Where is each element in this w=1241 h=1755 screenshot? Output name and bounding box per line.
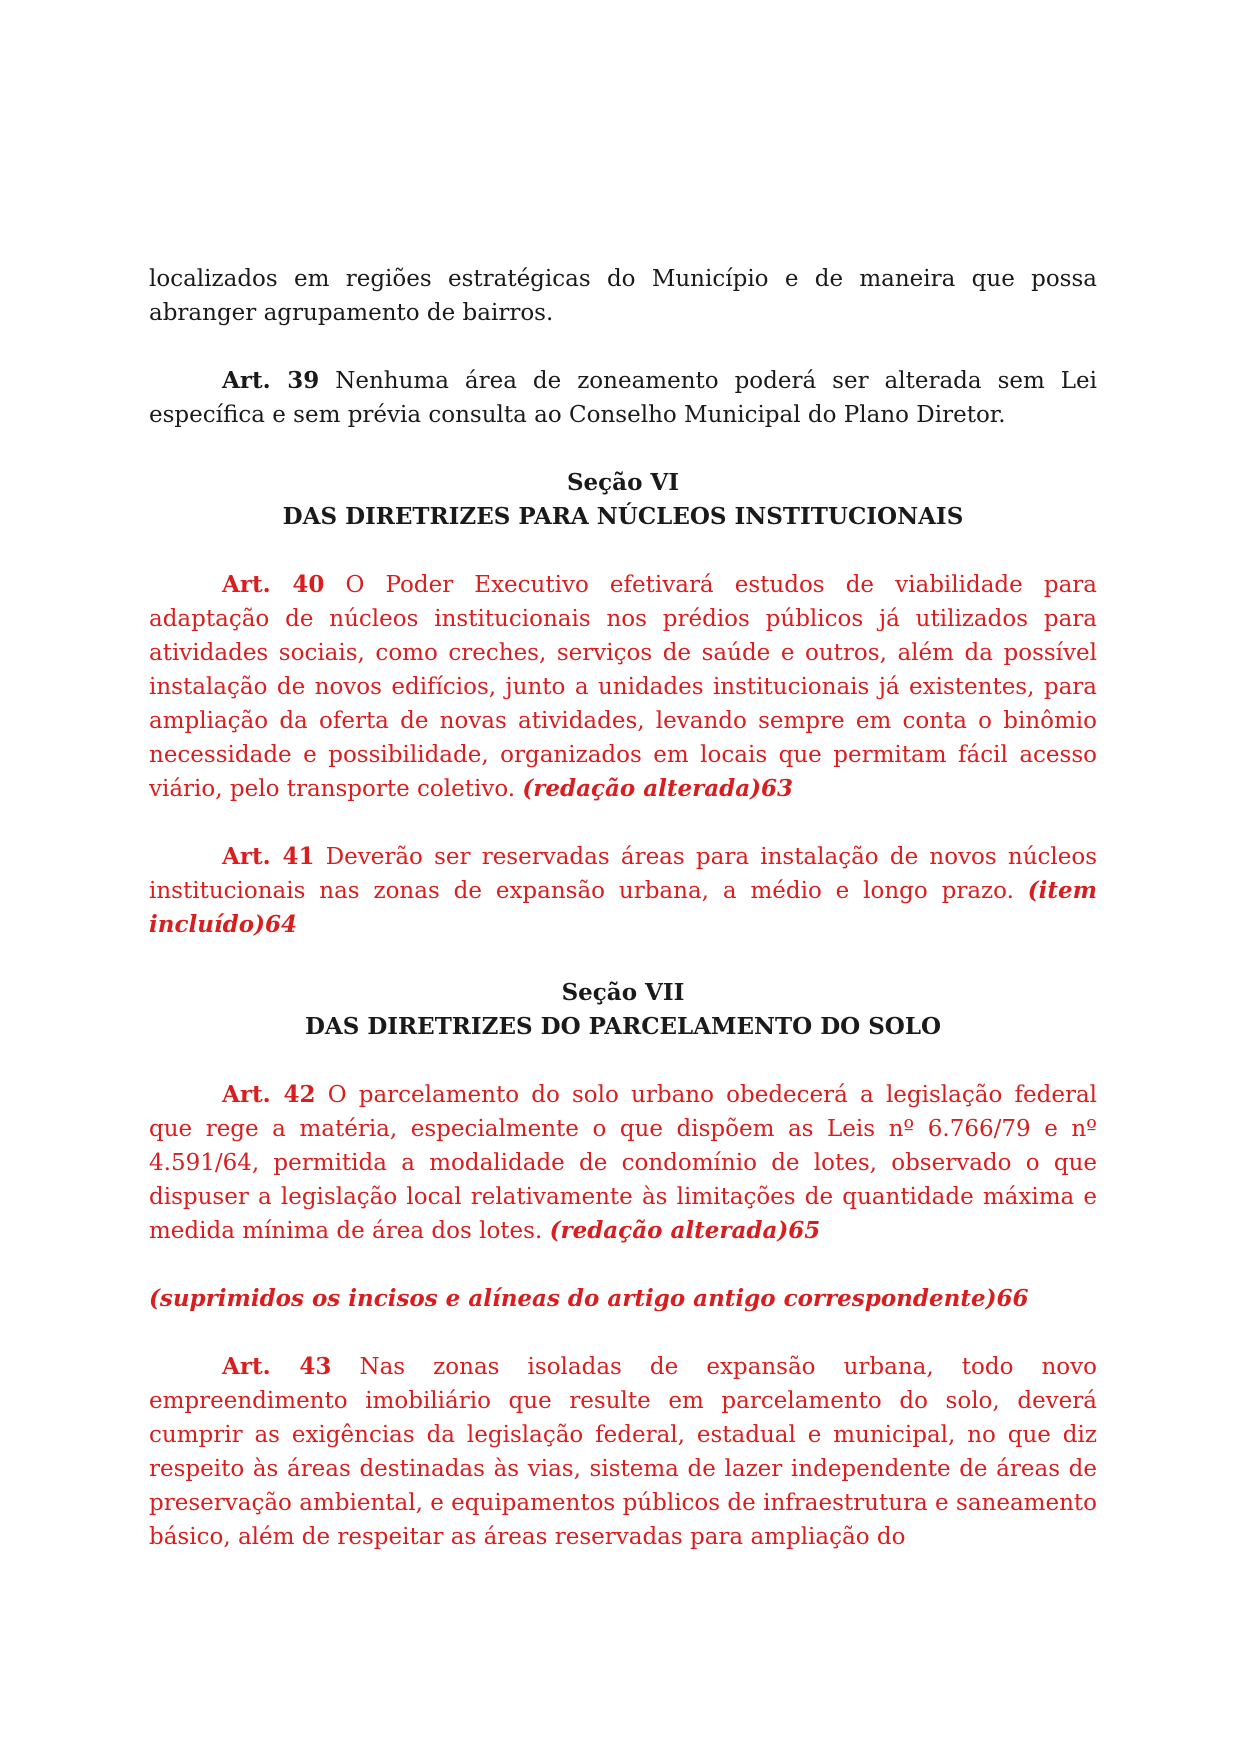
- amendment-note: (redação alterada)63: [522, 775, 794, 802]
- amendment-note: (suprimidos os incisos e alíneas do artigo antigo correspondente)66: [149, 1285, 1029, 1312]
- article-label: Art. 41: [222, 843, 315, 870]
- paragraph-text: localizados em regiões estratégicas do Município e de maneira que possa abranger agrupamento de bairros.: [149, 266, 1097, 326]
- article-43: [149, 1350, 1097, 1554]
- document-body: [149, 262, 1097, 1554]
- article-label: Art. 43: [222, 1353, 332, 1380]
- article-text: Nenhuma área de zoneamento poderá ser alterada sem Lei específica e sem prévia consulta ao Conselho Municipal do Plano Diretor.: [149, 368, 1097, 428]
- article-label: Art. 40: [222, 571, 325, 598]
- paragraph-continuation: [149, 262, 1097, 330]
- article-39: [149, 364, 1097, 432]
- article-42: [149, 1078, 1097, 1248]
- section-title: Seção VII: [561, 979, 685, 1006]
- article-40: [149, 568, 1097, 806]
- section-subtitle: DAS DIRETRIZES PARA NÚCLEOS INSTITUCIONAIS: [282, 503, 964, 530]
- article-text: O Poder Executivo efetivará estudos de viabilidade para adaptação de núcleos institucionais nos prédios públicos já utilizados para atividades sociais, como creches, serviços de saúde e outros, além da possível instalação de novos edifícios, junto a unidades institucionais já existentes, para ampliação da oferta de novas atividades, levando sempre em conta o binômio necessidade e possibilidade, organizados em locais que permitam fácil acesso viário, pelo transporte coletivo.: [149, 572, 1098, 802]
- article-text: Nas zonas isoladas de expansão urbana, todo novo empreendimento imobiliário que resulte em parcelamento do solo, deverá cumprir as exigências da legislação federal, estadual e municipal, no que diz respeito às áreas destinadas às vias, sistema de lazer independente de áreas de preservação ambiental, e equipamentos públicos de infraestrutura e saneamento básico, além de respeitar as áreas reservadas para ampliação do: [149, 1354, 1097, 1550]
- article-label: Art. 39: [222, 367, 320, 394]
- article-41: [149, 840, 1097, 942]
- section-title: Seção VI: [566, 469, 680, 496]
- amendment-note: (item incluído)64: [149, 877, 1097, 938]
- article-label: Art. 42: [222, 1081, 316, 1108]
- amendment-note: (redação alterada)65: [549, 1217, 821, 1244]
- section-subtitle: DAS DIRETRIZES DO PARCELAMENTO DO SOLO: [304, 1013, 942, 1040]
- article-text: Deverão ser reservadas áreas para instalação de novos núcleos institucionais nas zonas de expansão urbana, a médio e longo prazo.: [149, 844, 1098, 904]
- article-text: O parcelamento do solo urbano obedecerá a legislação federal que rege a matéria, especialmente o que dispõem as Leis nº 6.766/79 e nº 4.591/64, permitida a modalidade de condomínio de lotes, observado o que dispuser a legislação local relativamente às limitações de quantidade máxima e medida mínima de área dos lotes.: [149, 1082, 1098, 1244]
- suppression-note: [149, 1282, 1097, 1316]
